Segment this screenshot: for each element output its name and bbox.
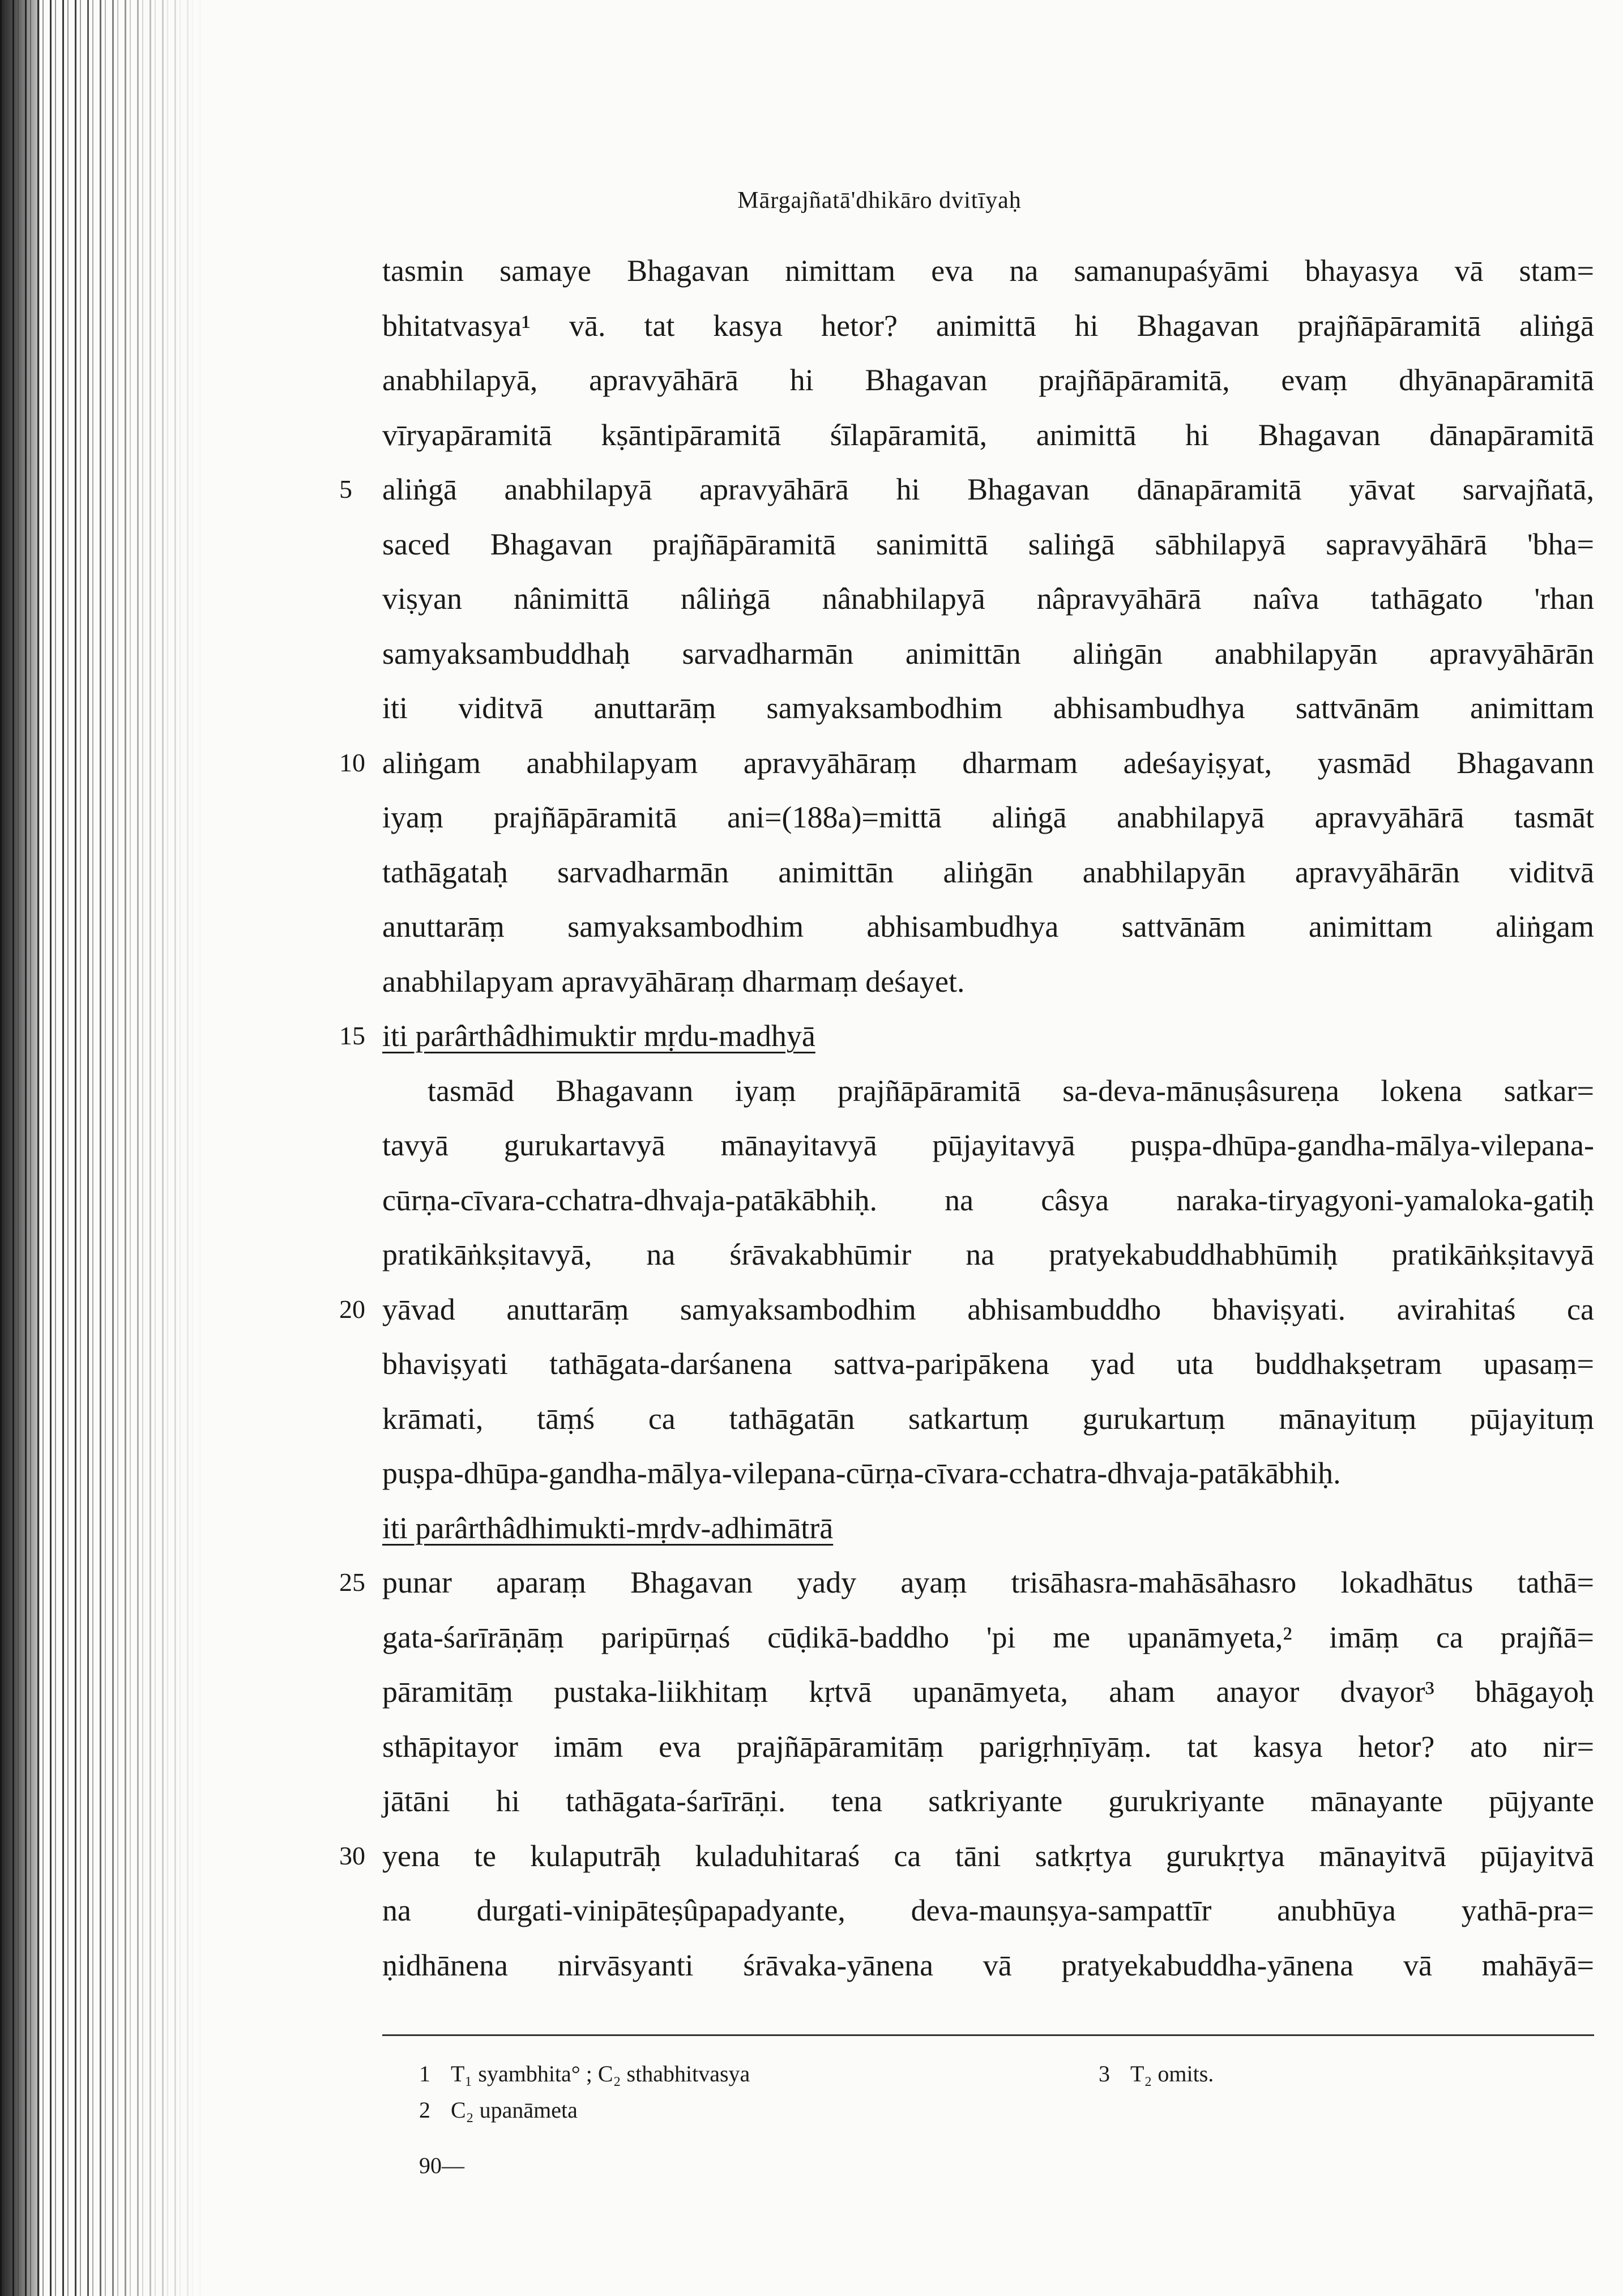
line-number: 5: [339, 475, 352, 503]
line-text: tavyā gurukartavyā mānayitavyā pūjayitavyā puṣpa-dhūpa-gandha-mālya-vilepana-: [382, 1128, 1594, 1162]
line-text: aliṅgā anabhilapyā apravyāhārā hi Bhagavan dānapāramitā yāvat sarvajñatā,: [382, 472, 1594, 506]
text-line: [382, 1392, 1594, 1446]
text-line: [382, 517, 1594, 572]
footnote-number: 3: [1099, 2061, 1110, 2086]
section-heading: [339, 1009, 1594, 1064]
footnote-text: T₁ syambhita° ; C₂ sthabhitvasya: [451, 2061, 750, 2086]
text-line: [339, 462, 1594, 517]
line-text: iti parârthâdhimuktir mṛdu-madhyā: [382, 1019, 815, 1053]
footnote-1: [419, 2056, 1099, 2092]
line-text: pāramitāṃ pustaka-liikhitaṃ kṛtvā upanāmyeta, aham anayor dvayor³ bhāgayoḥ: [382, 1675, 1594, 1709]
text-line: [382, 1064, 1594, 1119]
line-text: vīryapāramitā kṣāntipāramitā śīlapāramitā, animittā hi Bhagavan dānapāramitā: [382, 417, 1594, 452]
text-line: [382, 681, 1594, 736]
line-number: 15: [339, 1021, 365, 1050]
text-line: [382, 408, 1594, 463]
line-text: jātāni hi tathāgata-śarīrāṇi. tena satkriyante gurukriyante mānayante pūjyante: [382, 1784, 1594, 1818]
line-text: iyaṃ prajñāpāramitā ani=(188a)=mittā aliṅgā anabhilapyā apravyāhārā tasmāt: [382, 800, 1594, 834]
text-line: [382, 954, 1594, 1009]
line-text: anuttarāṃ samyaksambodhim abhisambudhya sattvānām animittam aliṅgam: [382, 910, 1594, 944]
text-line: [382, 1774, 1594, 1829]
line-number: 25: [339, 1568, 365, 1597]
line-text: na durgati-vinipāteṣûpapadyante, deva-maunṣya-sampattīr anubhūya yathā-pra=: [382, 1893, 1594, 1927]
line-text: iti viditvā anuttarāṃ samyaksambodhim abhisambudhya sattvānām animittam: [382, 691, 1594, 725]
text-line: [382, 1173, 1594, 1228]
text-line: [382, 899, 1594, 954]
line-text: bhaviṣyati tathāgata-darśanena sattva-paripākena yad uta buddhakṣetram upasaṃ=: [382, 1347, 1594, 1381]
footnote-text: C₂ upanāmeta: [451, 2097, 578, 2123]
footnote-row: [419, 2056, 1552, 2092]
section-heading: [382, 1501, 1594, 1556]
page-number: 90—: [419, 2153, 464, 2178]
text-line: [339, 1282, 1594, 1337]
line-text: samyaksambuddhaḥ sarvadharmān animittān aliṅgān anabhilapyān apravyāhārān: [382, 636, 1594, 671]
line-number: 30: [339, 1841, 365, 1870]
text-line: [382, 1446, 1594, 1501]
text-line: [382, 1337, 1594, 1392]
line-text: anabhilapyā, apravyāhārā hi Bhagavan prajñāpāramitā, evaṃ dhyānapāramitā: [382, 363, 1594, 397]
line-number: 10: [339, 748, 365, 777]
line-text: saced Bhagavan prajñāpāramitā sanimittā saliṅgā sābhilapyā sapravyāhārā 'bha=: [382, 527, 1594, 561]
text-line: [382, 1719, 1594, 1774]
text-line: [382, 1610, 1594, 1665]
footnote-rule: [382, 2034, 1594, 2036]
footnote-2: [419, 2092, 1099, 2128]
line-text: punar aparaṃ Bhagavan yady ayaṃ trisāhasra-mahāsāhasro lokadhātus tathā=: [382, 1565, 1594, 1599]
line-text: yāvad anuttarāṃ samyaksambodhim abhisambuddho bhaviṣyati. avirahitaś ca: [382, 1292, 1594, 1326]
binding-edge: [0, 0, 204, 2296]
running-head: Mārgajñatā'dhikāro dvitīyaḥ: [737, 187, 1022, 214]
footnote-row: [419, 2092, 1552, 2128]
text-line: [382, 845, 1594, 900]
line-text: bhitatvasya¹ vā. tat kasya hetor? animittā hi Bhagavan prajñāpāramitā aliṅgā: [382, 308, 1594, 343]
main-text: [339, 244, 1594, 1992]
line-text: tathāgataḥ sarvadharmān animittān aliṅgān anabhilapyān apravyāhārān viditvā: [382, 855, 1594, 889]
line-text: aliṅgam anabhilapyam apravyāhāraṃ dharmam adeśayiṣyat, yasmād Bhagavann: [382, 745, 1594, 780]
footnote-text: T₂ omits.: [1130, 2061, 1214, 2086]
text-line: [339, 1829, 1594, 1884]
line-text: gata-śarīrāṇāṃ paripūrṇaś cūḍikā-baddho 'pi me upanāmyeta,² imāṃ ca prajñā=: [382, 1620, 1594, 1654]
text-line: [382, 1665, 1594, 1719]
text-line: [382, 298, 1594, 353]
text-line: [382, 244, 1594, 298]
line-text: ṇidhānena nirvāsyanti śrāvaka-yānena vā pratyekabuddha-yānena vā mahāyā=: [382, 1948, 1594, 1982]
line-text: krāmati, tāṃś ca tathāgatān satkartuṃ gurukartuṃ mānayituṃ pūjayituṃ: [382, 1401, 1594, 1436]
text-line: [382, 353, 1594, 408]
text-line: [382, 1883, 1594, 1938]
text-line: [382, 1938, 1594, 1993]
text-line: [382, 1227, 1594, 1282]
line-text: tasmād Bhagavann iyaṃ prajñāpāramitā sa-deva-mānuṣâsureṇa lokena satkar=: [428, 1073, 1594, 1108]
line-number: 20: [339, 1294, 365, 1324]
text-line: [382, 1118, 1594, 1173]
line-text: puṣpa-dhūpa-gandha-mālya-vilepana-cūrṇa-cīvara-cchatra-dhvaja-patākābhiḥ.: [382, 1456, 1341, 1490]
line-text: iti parârthâdhimukti-mṛdv-adhimātrā: [382, 1510, 834, 1545]
footnotes: [419, 2056, 1552, 2128]
line-text: cūrṇa-cīvara-cchatra-dhvaja-patākābhiḥ. na câsya naraka-tiryagyoni-yamaloka-gatiḥ: [382, 1183, 1594, 1217]
text-line: [382, 571, 1594, 626]
line-text: pratikāṅkṣitavyā, na śrāvakabhūmir na pratyekabuddhabhūmiḥ pratikāṅkṣitavyā: [382, 1237, 1594, 1271]
footnote-3: [1099, 2056, 1214, 2092]
text-line: [382, 790, 1594, 845]
line-text: viṣyan nânimittā nâliṅgā nânabhilapyā nâpravyāhārā naîva tathāgato 'rhan: [382, 582, 1594, 616]
line-text: yena te kulaputrāḥ kuladuhitaraś ca tāni satkṛtya gurukṛtya mānayitvā pūjayitvā: [382, 1838, 1594, 1873]
line-text: anabhilapyam apravyāhāraṃ dharmaṃ deśayet.: [382, 964, 965, 998]
line-text: tasmin samaye Bhagavan nimittam eva na samanupaśyāmi bhayasya vā stam=: [382, 254, 1594, 288]
footnote-number: 2: [419, 2097, 430, 2123]
line-text: sthāpitayor imām eva prajñāpāramitāṃ parigṛhṇīyāṃ. tat kasya hetor? ato nir=: [382, 1729, 1594, 1764]
text-line: [382, 626, 1594, 681]
footnote-number: 1: [419, 2061, 430, 2086]
text-line: [339, 1555, 1594, 1610]
text-line: [339, 736, 1594, 791]
